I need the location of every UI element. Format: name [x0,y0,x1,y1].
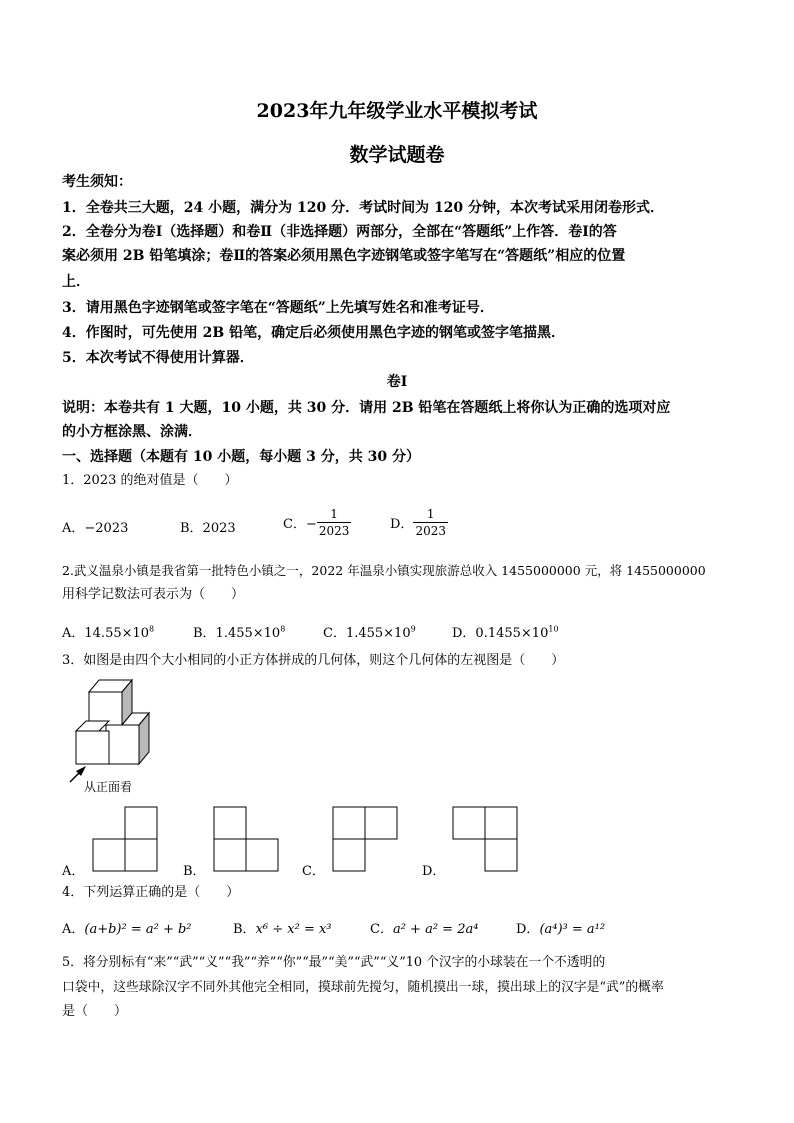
q2-option-b-base: B．1.455×10 [193,626,281,641]
section-title: 一、选择题（本题有 10 小题，每小题 3 分，共 30 分） [62,449,420,465]
q5-stem-end: 是（ ） [62,1004,128,1019]
q2-option-c [323,622,416,641]
q1-option-d-fraction [413,506,448,539]
q3-option-a-view [92,806,158,872]
q5-stem: 5．将分别标有“来”“武”“义”“我”“养”“你”“最”“美”“武”“义”10 个汉字的小球装在一个不透明的 [62,955,606,970]
q1-option-c-label: C．− [283,517,317,532]
q4-option-a [62,918,192,937]
q1-option-c-fraction [317,506,352,539]
q2-stem: 2.武义温泉小镇是我省第一批特色小镇之一，2022 年温泉小镇实现旅游总收入 1455000000 元，将 1455000000 [62,563,706,578]
notice-heading: 考生须知： [62,174,132,190]
q2-option-a [62,622,154,641]
notice-item-2: 2．全卷分为卷Ⅰ（选择题）和卷Ⅱ（非选择题）两部分，全部在“答题纸”上作答．卷Ⅰ的答 [62,224,617,240]
q1-option-b: B．2023 [180,521,236,536]
fraction-denominator: 2023 [415,524,446,538]
notice-item-5: 5．本次考试不得使用计算器． [62,350,254,366]
q1-option-d [390,506,448,539]
q3-option-d-label: D． [422,864,446,879]
q4-option-c-expression: a² + a² = 2a⁴ [392,922,479,937]
q4-option-c-label: C． [370,922,393,937]
fraction-denominator: 2023 [318,524,350,538]
q1-option-c [283,506,351,539]
q4-option-b [233,918,332,937]
notice-item-1: 1．全卷共三大题，24 小题，满分为 120 分．考试时间为 120 分钟，本次考试采用闭卷形式． [62,200,665,216]
q3-option-c-label: C． [302,864,325,879]
q3-option-a-label: A． [62,864,85,879]
q4-stem: 4．下列运算正确的是（ ） [62,885,240,900]
exam-title: 2023年九年级学业水平模拟考试 [256,100,538,122]
q3-option-d-view [452,806,518,872]
fraction-numerator: 1 [413,506,448,523]
volume-label: 卷Ⅰ [386,374,408,390]
q1-option-a: A．−2023 [62,521,129,536]
q2-stem-cont: 用科学记数法可表示为（ ） [62,587,245,602]
q2-option-d [452,622,559,641]
notice-item-2-end: 上． [62,274,90,290]
q2-option-c-exponent: 9 [410,624,416,634]
q4-option-b-expression: x⁶ ÷ x² = x³ [255,922,332,937]
q4-option-a-label: A． [62,922,85,937]
q2-option-d-base: D．0.1455×10 [452,626,549,641]
q4-option-d-expression: (a⁴)³ = a¹² [539,922,606,937]
q4-option-b-label: B． [233,922,256,937]
notice-item-3: 3．请用黑色字迹钢笔或签字笔在“答题纸”上先填写姓名和准考证号． [62,300,494,316]
volume-instructions: 说明：本卷共有 1 大题，10 小题，共 30 分．请用 2B 铅笔在答题纸上将你认为正确的选项对应 [62,400,671,416]
volume-instructions-cont: 的小方框涂黑、涂满． [62,424,202,440]
q1-stem: 1．2023 的绝对值是（ ） [62,473,238,488]
q4-option-c [370,918,478,937]
q3-option-b-label: B． [183,864,206,879]
q1-option-d-label: D． [390,517,414,532]
q3-option-c-view [332,806,398,872]
q3-figure-caption: 从正面看 [84,780,133,794]
fraction-numerator: 1 [317,506,352,523]
notice-item-2-cont: 案必须用 2B 铅笔填涂；卷Ⅱ的答案必须用黑色字迹钢笔或签字笔写在“答题纸”相应的位置 [62,248,626,264]
q4-option-a-expression: (a+b)² = a² + b² [84,922,192,937]
q2-option-c-base: C．1.455×10 [323,626,411,641]
q4-option-d-label: D． [516,922,540,937]
q4-option-d [516,918,605,937]
q3-stem: 3．如图是由四个大小相同的小正方体拼成的几何体，则这个几何体的左视图是（ ） [62,653,565,668]
q2-option-b [193,622,285,641]
q2-option-b-exponent: 8 [280,624,286,634]
q3-option-b-view [213,806,279,872]
q5-stem-cont: 口袋中，这些球除汉字不同外其他完全相同，摸球前先搅匀，随机摸出一球，摸出球上的汉字是“武”的概率 [62,980,664,995]
exam-subtitle: 数学试题卷 [349,144,445,166]
q2-option-d-exponent: 10 [548,624,559,634]
notice-item-4: 4．作图时，可先使用 2B 铅笔，确定后必须使用黑色字迹的钢笔或签字笔描黑． [62,325,566,341]
q2-option-a-exponent: 8 [149,624,155,634]
q2-option-a-base: A．14.55×10 [62,626,150,641]
